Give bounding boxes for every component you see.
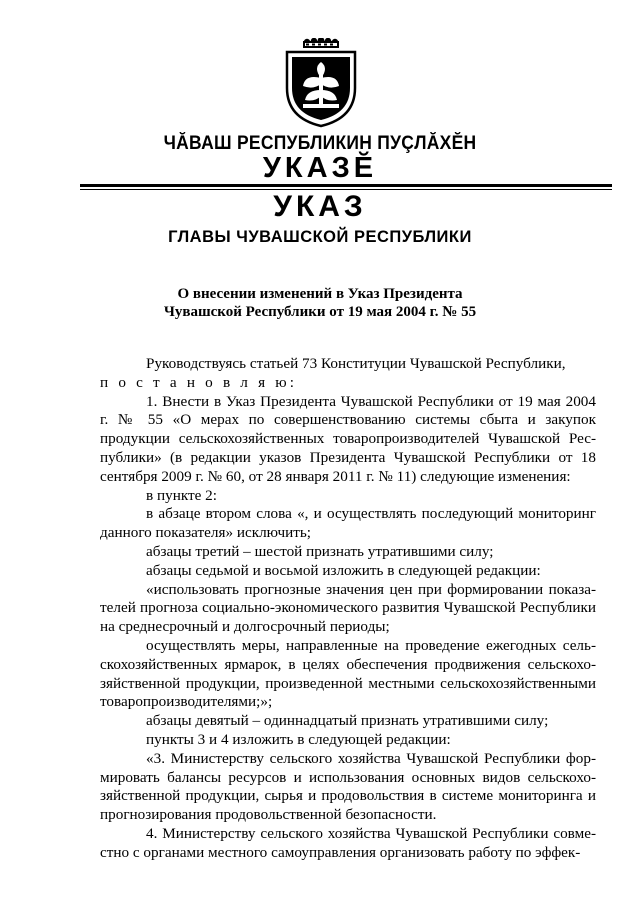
subject-line-1: О внесении изменений в Указ Президента (177, 286, 463, 302)
paragraph: Руководствуясь статьей 73 Конституции Чувашской Республики, (146, 355, 566, 372)
decree-authority: ГЛАВЫ ЧУВАШСКОЙ РЕСПУБЛИКИ (168, 228, 472, 246)
chuvash-decree-title: УКАЗĔ (262, 152, 378, 184)
paragraph: «3. Министерству сельского хозяйства Чувашской Республики формировать балансы ресурсов и использования основных видов сельскохозяйственной продукции, сырья и продовольствия в системе мониторинга и прогнозирования продовольственной безопасности. (100, 749, 596, 824)
paragraph: 1. Внести в Указ Президента Чувашской Республики от 19 мая 2004 г. № 55 «О мерах по совершенствованию системы сбыта и закупок продукции сельскохозяйственных товаропроизводителей Чувашской Республики» (в редакции указов Президента Чувашской Республики от 18 сентября 2009 г. № 60, от 28 января 2011 г. № 11) следующие изменения: (100, 392, 596, 485)
decree-body (100, 355, 596, 863)
paragraph: «использовать прогнозные значения цен при формировании показателей прогноза социально-экономического развития Чувашской Республики на среднесрочный и долгосрочный периоды; (100, 580, 596, 636)
decree-title: УКАЗ (273, 190, 367, 223)
resolution-word: п о с т а н о в л я ю: (100, 373, 298, 391)
coat-of-arms-emblem (277, 38, 365, 128)
paragraph: абзацы девятый – одиннадцатый признать утратившими силу; (146, 712, 549, 730)
paragraph: 4. Министерству сельского хозяйства Чувашской Республики совместно с органами местного самоуправления организовать работу по эффек- (100, 824, 596, 861)
chuvash-title: ЧĂВАШ РЕСПУБЛИКИН ПУÇЛĂХĔН (163, 133, 477, 154)
header-divider-thick (80, 184, 612, 187)
paragraph: осуществлять меры, направленные на проведение ежегодных сельскохозяйственных ярмарок, в целях обеспечения продвижения сельскохозяйственной продукции, произведенной местными сельскохозяйственными товаропроизводителями;»; (100, 636, 596, 711)
subject-line-2: Чувашской Республики от 19 мая 2004 г. № 55 (163, 304, 477, 320)
paragraph: абзацы третий – шестой признать утратившими силу; (146, 542, 494, 560)
decree-subject (0, 285, 640, 321)
paragraph: пункты 3 и 4 изложить в следующей редакции: (146, 730, 451, 748)
paragraph: абзацы седьмой и восьмой изложить в следующей редакции: (146, 561, 541, 579)
paragraph: в пункте 2: (146, 486, 217, 504)
paragraph: в абзаце втором слова «, и осуществлять последующий мониторинг данного показателя» исключить; (100, 505, 596, 542)
